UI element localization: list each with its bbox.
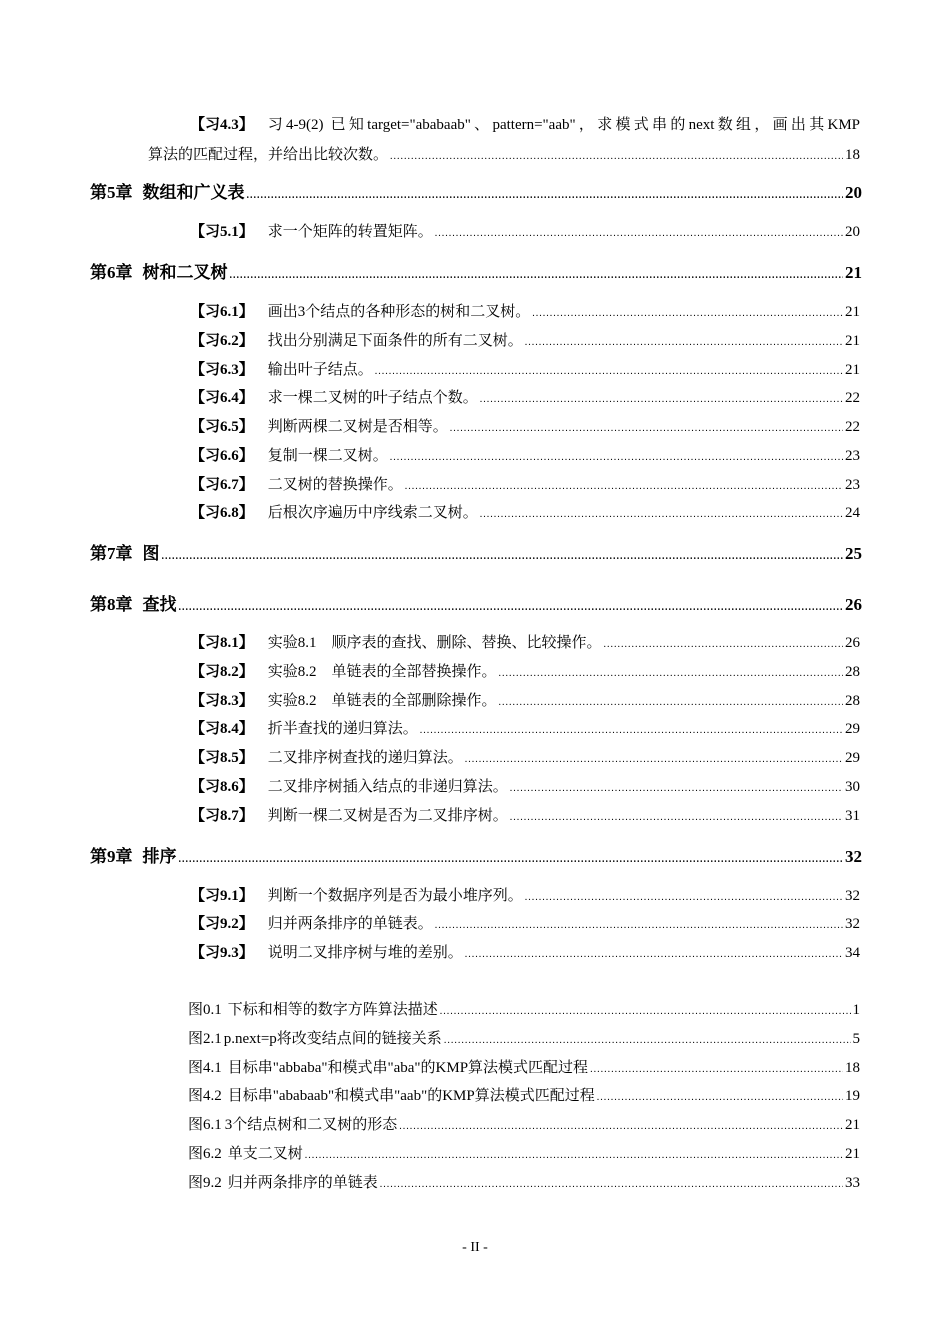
exercise-title: 找出分别满足下面条件的所有二叉树。 bbox=[267, 333, 523, 349]
exercise-tag: 【习6.2】 bbox=[190, 333, 254, 349]
page-number: 31 bbox=[845, 808, 860, 824]
page-number: 25 bbox=[845, 544, 862, 563]
toc-entry-4-3-line1[interactable] bbox=[190, 113, 860, 134]
leader-dots bbox=[179, 603, 844, 613]
figure-entry-4-2[interactable] bbox=[188, 1084, 860, 1105]
exercise-title: 实验8.1 顺序表的查找、删除、替换、比较操作。 bbox=[267, 635, 602, 651]
exercise-title-cont: 算法的匹配过程，并给出比较次数。 bbox=[148, 147, 389, 163]
exercise-tag: 【习6.7】 bbox=[190, 477, 254, 493]
figure-number: 图9.2 bbox=[188, 1175, 222, 1191]
leader-dots bbox=[375, 367, 843, 377]
page-number: 20 bbox=[845, 224, 860, 240]
exercise-tag: 【习8.3】 bbox=[190, 693, 254, 709]
figure-number: 图4.2 bbox=[188, 1088, 222, 1104]
page-number: 33 bbox=[845, 1175, 860, 1191]
leader-dots bbox=[162, 552, 844, 562]
figure-title: 单支二叉树 bbox=[227, 1146, 303, 1162]
exercise-title: 说明二叉排序树与堆的差别。 bbox=[267, 945, 463, 961]
leader-dots bbox=[405, 482, 843, 492]
page-number: 32 bbox=[845, 847, 862, 866]
exercise-title: 画出3个结点的各种形态的树和二叉树。 bbox=[267, 304, 531, 320]
page-number: 23 bbox=[845, 477, 860, 493]
page-number: 18 bbox=[845, 1060, 860, 1076]
chapter-number: 第7章 bbox=[90, 544, 133, 563]
page-number: 30 bbox=[845, 779, 860, 795]
page-footer: - II - bbox=[462, 1240, 488, 1255]
leader-dots bbox=[499, 669, 843, 679]
page-number: 21 bbox=[845, 304, 860, 320]
toc-entry-9-3[interactable] bbox=[190, 941, 860, 962]
figure-title: 下标和相等的数字方阵算法描述 bbox=[227, 1002, 438, 1018]
exercise-title: 归并两条排序的单链表。 bbox=[267, 916, 433, 932]
exercise-title: 求一棵二叉树的叶子结点个数。 bbox=[267, 390, 478, 406]
leader-dots bbox=[390, 453, 843, 463]
toc-entry-6-8[interactable] bbox=[190, 501, 860, 522]
page-number: 32 bbox=[845, 916, 860, 932]
figure-number: 图6.1 bbox=[188, 1117, 222, 1133]
toc-entry-6-6[interactable] bbox=[190, 444, 860, 465]
page-number: 21 bbox=[845, 333, 860, 349]
page-number: 22 bbox=[845, 419, 860, 435]
page-number: 1 bbox=[852, 1002, 860, 1018]
page-number: 32 bbox=[845, 888, 860, 904]
chapter-number: 第6章 bbox=[90, 263, 133, 282]
exercise-tag: 【习4.3】 bbox=[190, 117, 254, 133]
exercise-tag: 【习6.8】 bbox=[190, 505, 254, 521]
leader-dots bbox=[450, 424, 843, 434]
leader-dots bbox=[590, 1065, 843, 1075]
leader-dots bbox=[179, 855, 844, 865]
exercise-title: 习4-9(2) 已知target="ababaab"、pattern="aab"，求模式串的next数组，画出其KMP bbox=[267, 117, 860, 133]
exercise-title: 二叉排序树插入结点的非递归算法。 bbox=[267, 779, 508, 795]
page-number: 21 bbox=[845, 263, 862, 282]
leader-dots bbox=[525, 893, 843, 903]
page-number: 26 bbox=[845, 595, 862, 614]
exercise-tag: 【习8.5】 bbox=[190, 750, 254, 766]
leader-dots bbox=[380, 1180, 843, 1190]
chapter-title: 查找 bbox=[142, 595, 177, 614]
figure-title: 目标串"ababaab"和模式串"aab"的KMP算法模式匹配过程 bbox=[227, 1088, 595, 1104]
exercise-title: 实验8.2 单链表的全部替换操作。 bbox=[267, 664, 497, 680]
toc-chapter-5[interactable] bbox=[90, 178, 862, 203]
figure-title: 3个结点树和二叉树的形态 bbox=[224, 1117, 398, 1133]
page-number: 29 bbox=[845, 750, 860, 766]
page-number: 28 bbox=[845, 693, 860, 709]
page-number: 23 bbox=[845, 448, 860, 464]
leader-dots bbox=[435, 229, 843, 239]
figure-number: 图4.1 bbox=[188, 1060, 222, 1076]
chapter-number: 第8章 bbox=[90, 595, 133, 614]
leader-dots bbox=[480, 395, 843, 405]
toc-entry-5-1[interactable] bbox=[190, 220, 860, 241]
exercise-tag: 【习9.3】 bbox=[190, 945, 254, 961]
page-number: 29 bbox=[845, 721, 860, 737]
chapter-number: 第9章 bbox=[90, 847, 133, 866]
leader-dots bbox=[230, 271, 844, 281]
figure-entry-4-1[interactable] bbox=[188, 1056, 860, 1077]
exercise-tag: 【习6.5】 bbox=[190, 419, 254, 435]
exercise-title: 后根次序遍历中序线索二叉树。 bbox=[267, 505, 478, 521]
figure-number: 图6.2 bbox=[188, 1146, 222, 1162]
exercise-title: 复制一棵二叉树。 bbox=[267, 448, 388, 464]
toc-entry-6-2[interactable] bbox=[190, 329, 860, 350]
figure-entry-6-1[interactable] bbox=[188, 1113, 860, 1134]
leader-dots bbox=[390, 152, 843, 162]
exercise-tag: 【习5.1】 bbox=[190, 224, 254, 240]
exercise-tag: 【习6.3】 bbox=[190, 362, 254, 378]
chapter-title: 树和二叉树 bbox=[142, 263, 228, 282]
figure-number: 图2.1 bbox=[188, 1031, 222, 1047]
toc-chapter-6[interactable] bbox=[90, 258, 862, 283]
chapter-title: 图 bbox=[142, 544, 160, 563]
exercise-title: 折半查找的递归算法。 bbox=[267, 721, 418, 737]
exercise-title: 判断一个数据序列是否为最小堆序列。 bbox=[267, 888, 523, 904]
leader-dots bbox=[597, 1093, 843, 1103]
exercise-title: 求一个矩阵的转置矩阵。 bbox=[267, 224, 433, 240]
figure-title: 归并两条排序的单链表 bbox=[227, 1175, 378, 1191]
page-number: 21 bbox=[845, 1117, 860, 1133]
page-number: 20 bbox=[845, 183, 862, 202]
leader-dots bbox=[510, 784, 843, 794]
page-number: 24 bbox=[845, 505, 860, 521]
toc-entry-8-7[interactable] bbox=[190, 804, 860, 825]
exercise-tag: 【习6.6】 bbox=[190, 448, 254, 464]
leader-dots bbox=[465, 755, 843, 765]
toc-chapter-9[interactable] bbox=[90, 842, 862, 867]
toc-chapter-7[interactable] bbox=[90, 539, 862, 564]
toc-entry-8-4[interactable] bbox=[190, 717, 860, 738]
toc-chapter-8[interactable] bbox=[90, 590, 862, 615]
exercise-title: 二叉排序树查找的递归算法。 bbox=[267, 750, 463, 766]
exercise-tag: 【习6.4】 bbox=[190, 390, 254, 406]
exercise-tag: 【习9.2】 bbox=[190, 916, 254, 932]
exercise-tag: 【习9.1】 bbox=[190, 888, 254, 904]
chapter-title: 排序 bbox=[142, 847, 177, 866]
chapter-number: 第5章 bbox=[90, 183, 133, 202]
page-number: 22 bbox=[845, 390, 860, 406]
toc-entry-6-4[interactable] bbox=[190, 386, 860, 407]
chapter-title: 数组和广义表 bbox=[142, 183, 245, 202]
leader-dots bbox=[399, 1122, 843, 1132]
toc-entry-6-3[interactable] bbox=[190, 358, 860, 379]
toc-entry-8-1[interactable] bbox=[190, 631, 860, 652]
leader-dots bbox=[532, 309, 843, 319]
toc-entry-6-7[interactable] bbox=[190, 473, 860, 494]
toc-entry-8-6[interactable] bbox=[190, 775, 860, 796]
figure-entry-9-2[interactable] bbox=[188, 1171, 860, 1192]
leader-dots bbox=[435, 921, 843, 931]
leader-dots bbox=[604, 640, 843, 650]
leader-dots bbox=[465, 950, 843, 960]
page-number: 21 bbox=[845, 362, 860, 378]
toc-entry-6-1[interactable] bbox=[190, 300, 860, 321]
page-number: 21 bbox=[845, 1146, 860, 1162]
exercise-tag: 【习6.1】 bbox=[190, 304, 254, 320]
leader-dots bbox=[480, 510, 843, 520]
exercise-tag: 【习8.4】 bbox=[190, 721, 254, 737]
page-number: 28 bbox=[845, 664, 860, 680]
toc-entry-8-5[interactable] bbox=[190, 746, 860, 767]
toc-entry-4-3-line2[interactable] bbox=[148, 143, 860, 164]
leader-dots bbox=[305, 1151, 843, 1161]
page-number: 18 bbox=[845, 147, 860, 163]
exercise-tag: 【习8.7】 bbox=[190, 808, 254, 824]
figure-entry-0-1[interactable] bbox=[188, 998, 860, 1019]
page-number: 34 bbox=[845, 945, 860, 961]
figure-entry-2-1[interactable] bbox=[188, 1027, 860, 1048]
exercise-title: 二叉树的替换操作。 bbox=[267, 477, 403, 493]
leader-dots bbox=[440, 1007, 851, 1017]
page-number: 26 bbox=[845, 635, 860, 651]
page-number: 19 bbox=[845, 1088, 860, 1104]
leader-dots bbox=[444, 1036, 851, 1046]
toc-entry-8-2[interactable] bbox=[190, 660, 860, 681]
figure-title: 目标串"abbaba"和模式串"aba"的KMP算法模式匹配过程 bbox=[227, 1060, 589, 1076]
leader-dots bbox=[499, 698, 843, 708]
exercise-title: 输出叶子结点。 bbox=[267, 362, 373, 378]
toc-entry-6-5[interactable] bbox=[190, 415, 860, 436]
toc-entry-9-2[interactable] bbox=[190, 912, 860, 933]
exercise-tag: 【习8.2】 bbox=[190, 664, 254, 680]
figure-title: p.next=p将改变结点间的链接关系 bbox=[223, 1031, 442, 1047]
figure-entry-6-2[interactable] bbox=[188, 1142, 860, 1163]
leader-dots bbox=[525, 338, 843, 348]
exercise-title: 判断一棵二叉树是否为二叉排序树。 bbox=[267, 808, 508, 824]
exercise-title: 判断两棵二叉树是否相等。 bbox=[267, 419, 448, 435]
toc-entry-9-1[interactable] bbox=[190, 884, 860, 905]
leader-dots bbox=[420, 726, 843, 736]
toc-entry-8-3[interactable] bbox=[190, 689, 860, 710]
leader-dots bbox=[510, 813, 843, 823]
page-number: 5 bbox=[852, 1031, 860, 1047]
exercise-tag: 【习8.6】 bbox=[190, 779, 254, 795]
leader-dots bbox=[247, 191, 844, 201]
figure-number: 图0.1 bbox=[188, 1002, 222, 1018]
exercise-tag: 【习8.1】 bbox=[190, 635, 254, 651]
exercise-title: 实验8.2 单链表的全部删除操作。 bbox=[267, 693, 497, 709]
